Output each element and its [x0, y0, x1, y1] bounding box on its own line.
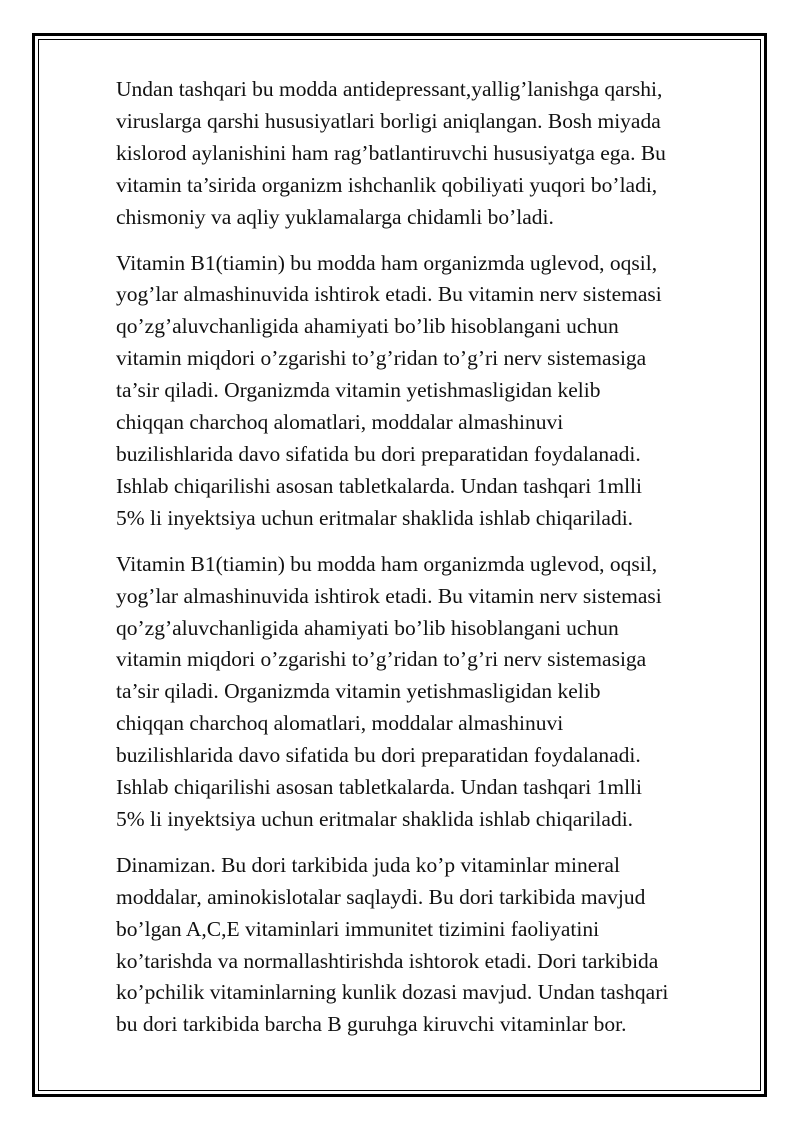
- text-line: bu dori tarkibida barcha B guruhga kiruvchi vitaminlar bor.: [116, 1012, 627, 1037]
- text-line: buzilishlarida davo sifatida bu dori preparatidan foydalanadi.: [116, 441, 641, 466]
- text-line: chiqqan charchoq alomatlari, moddalar almashinuvi: [116, 711, 564, 736]
- text-line: vitamin miqdori o’zgarishi to’g’ridan to’g’ri nerv sistemasiga: [116, 346, 647, 371]
- text-line: viruslarga qarshi hususiyatlari borligi aniqlangan. Bosh miyada: [116, 108, 661, 133]
- text-line: Dinamizan. Bu dori tarkibida juda ko’p vitaminlar mineral: [116, 852, 620, 877]
- text-line: ko’tarishda va normallashtirishda ishtorok etadi. Dori tarkibida: [116, 948, 659, 973]
- text-line: chiqqan charchoq alomatlari, moddalar almashinuvi: [116, 410, 564, 435]
- document-body: [116, 74, 736, 1055]
- text-line: kislorod aylanishini ham rag’batlantiruvchi hususiyatga ega. Bu: [116, 140, 666, 165]
- text-line: buzilishlarida davo sifatida bu dori preparatidan foydalanadi.: [116, 743, 641, 768]
- text-line: chismoniy va aqliy yuklamalarga chidamli bo’ladi.: [116, 204, 554, 229]
- text-line: yog’lar almashinuvida ishtirok etadi. Bu vitamin nerv sistemasi: [116, 583, 662, 608]
- text-line: ta’sir qiladi. Organizmda vitamin yetishmasligidan kelib: [116, 679, 601, 704]
- text-line: Undan tashqari bu modda antidepressant,yallig’lanishga qarshi,: [116, 77, 663, 101]
- text-line: Ishlab chiqarilishi asosan tabletkalarda. Undan tashqari 1mlli: [116, 775, 643, 800]
- paragraph-1: [116, 74, 736, 234]
- text-line: Vitamin B1(tiamin) bu modda ham organizmda uglevod, oqsil,: [116, 250, 658, 275]
- text-line: yog’lar almashinuvida ishtirok etadi. Bu vitamin nerv sistemasi: [116, 282, 662, 307]
- text-line: Vitamin B1(tiamin) bu modda ham organizmda uglevod, oqsil,: [116, 551, 658, 576]
- text-line: 5% li inyektsiya uchun eritmalar shaklida ishlab chiqariladi.: [116, 806, 634, 831]
- text-line: ta’sir qiladi. Organizmda vitamin yetishmasligidan kelib: [116, 378, 601, 403]
- text-line: vitamin ta’sirida organizm ishchanlik qobiliyati yuqori bo’ladi,: [116, 172, 658, 197]
- text-line: vitamin miqdori o’zgarishi to’g’ridan to’g’ri nerv sistemasiga: [116, 647, 647, 672]
- paragraph-2: [116, 248, 736, 535]
- text-line: qo’zg’aluvchanligida ahamiyati bo’lib hisoblangani uchun: [116, 314, 619, 339]
- paragraph-4: [116, 850, 736, 1041]
- text-line: qo’zg’aluvchanligida ahamiyati bo’lib hisoblangani uchun: [116, 615, 619, 640]
- text-line: 5% li inyektsiya uchun eritmalar shaklida ishlab chiqariladi.: [116, 505, 634, 530]
- paragraph-3: [116, 549, 736, 836]
- text-line: moddalar, aminokislotalar saqlaydi. Bu dori tarkibida mavjud: [116, 884, 646, 909]
- text-line: ko’pchilik vitaminlarning kunlik dozasi mavjud. Undan tashqari: [116, 980, 669, 1005]
- text-line: bo’lgan A,C,E vitaminlari immunitet tizimini faoliyatini: [116, 916, 600, 941]
- text-line: Ishlab chiqarilishi asosan tabletkalarda. Undan tashqari 1mlli: [116, 473, 643, 498]
